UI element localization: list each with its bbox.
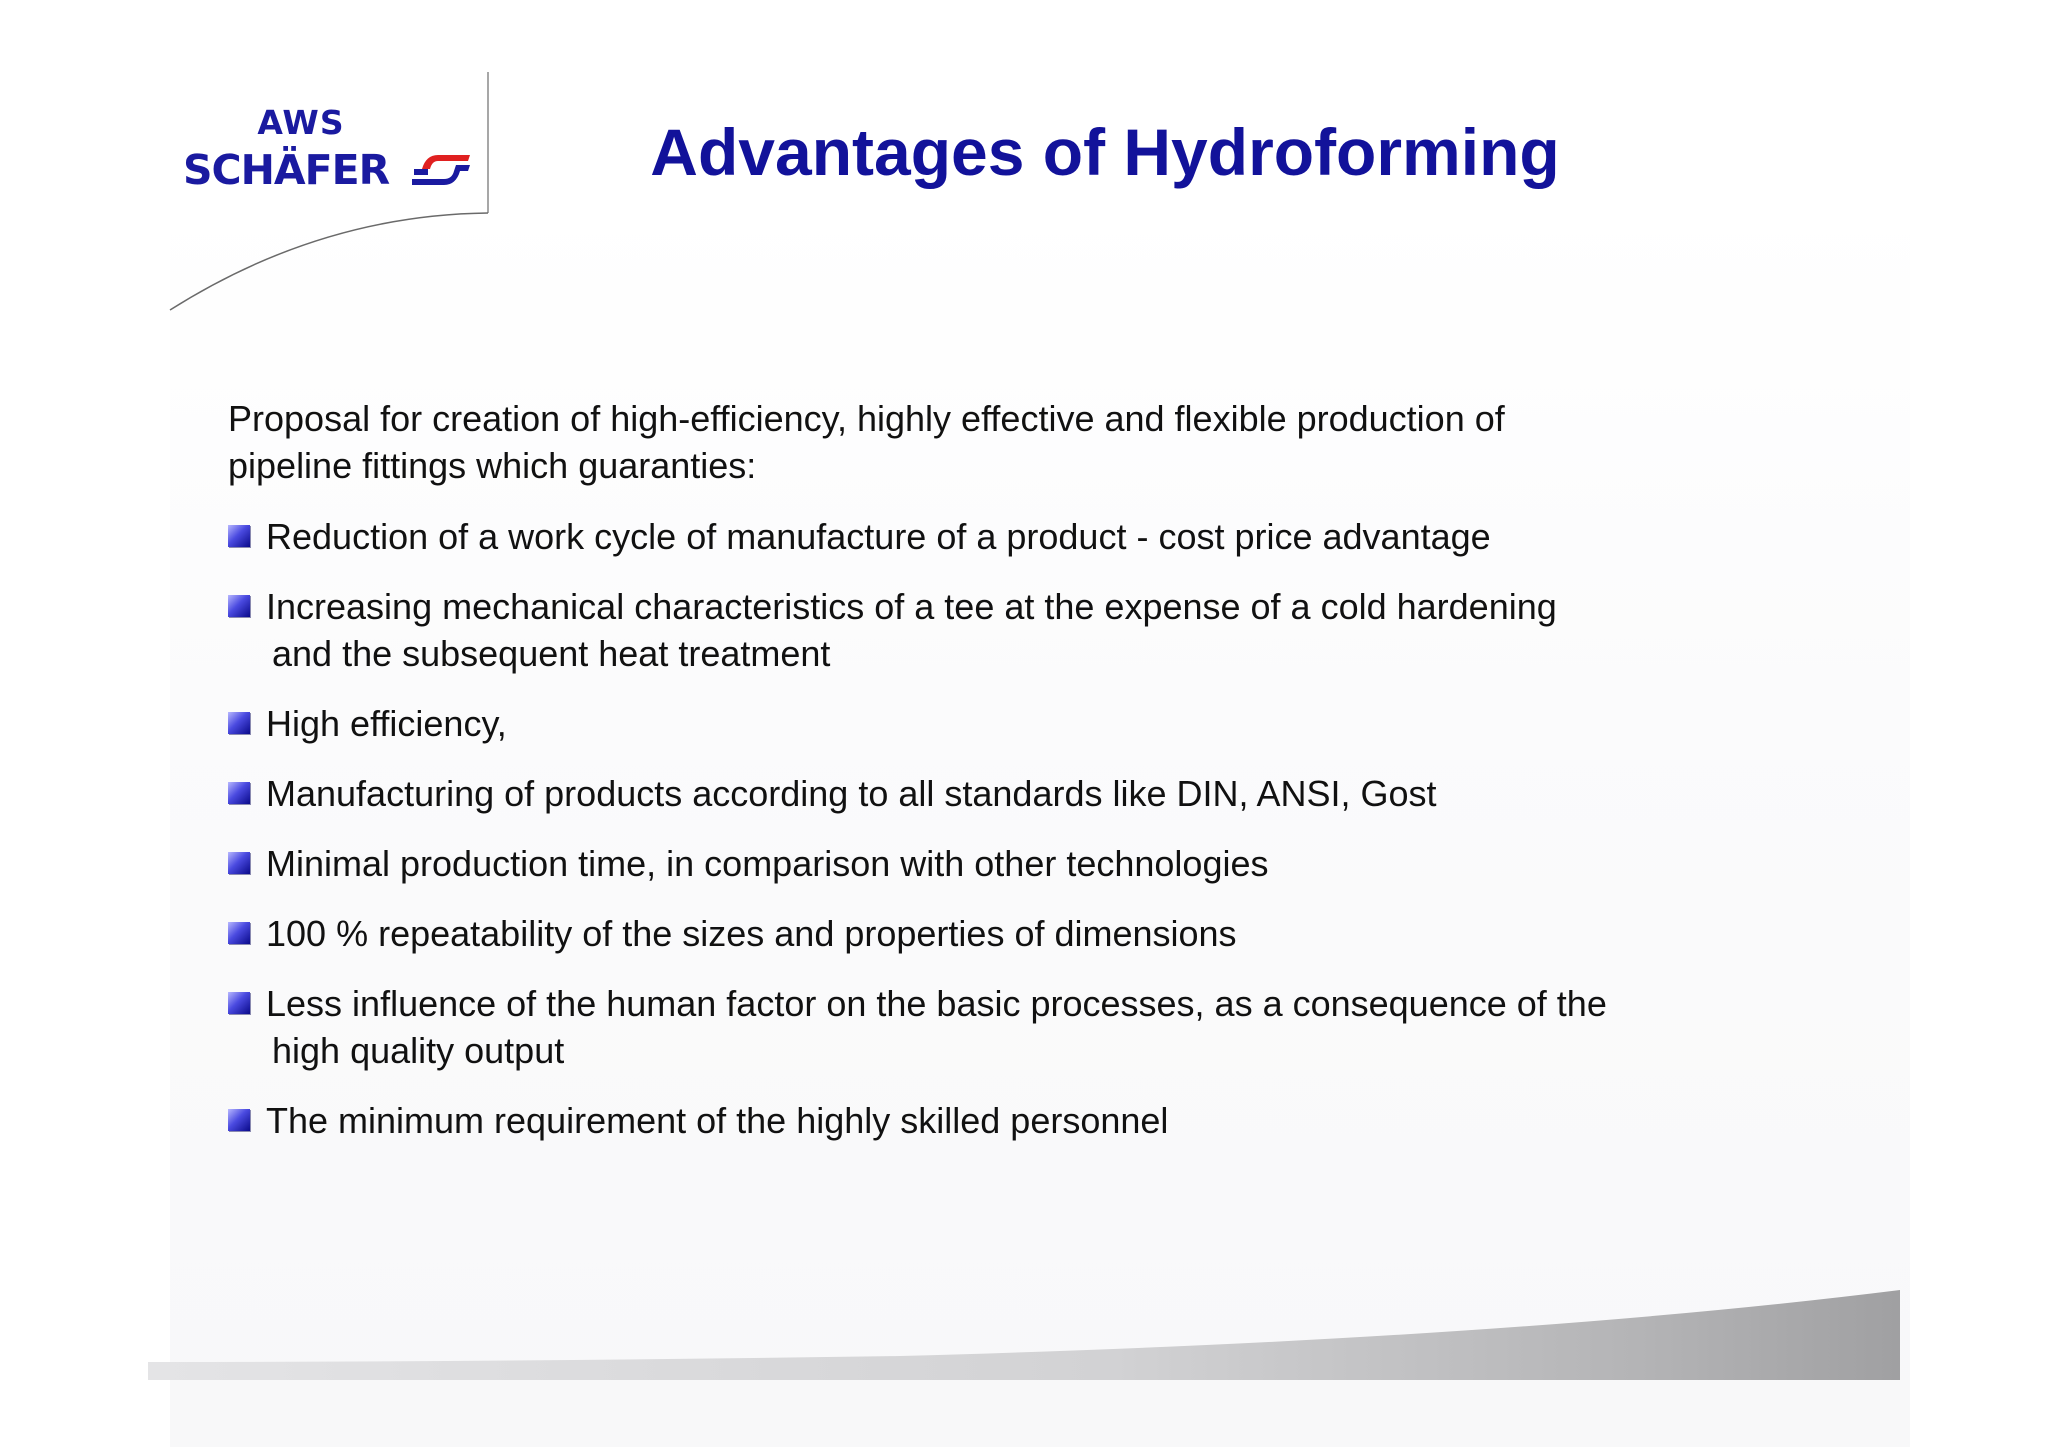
list-item bbox=[228, 513, 1788, 560]
list-item-text: 100 % repeatability of the sizes and properties of dimensions bbox=[266, 913, 1237, 954]
square-bullet-icon bbox=[228, 1109, 250, 1131]
list-item bbox=[228, 980, 1788, 1074]
list-item-text: High efficiency, bbox=[266, 703, 507, 744]
company-logo bbox=[180, 105, 500, 205]
list-item-text: The minimum requirement of the highly skilled personnel bbox=[266, 1100, 1169, 1141]
list-item bbox=[228, 770, 1788, 817]
square-bullet-icon bbox=[228, 782, 250, 804]
square-bullet-icon bbox=[228, 992, 250, 1014]
logo-text-schaefer: SCHÄFER bbox=[183, 146, 390, 194]
square-bullet-icon bbox=[228, 595, 250, 617]
aws-schaefer-mark-icon bbox=[410, 149, 472, 193]
slide-body bbox=[228, 395, 1788, 1167]
list-item bbox=[228, 840, 1788, 887]
square-bullet-icon bbox=[228, 712, 250, 734]
list-item bbox=[228, 583, 1788, 677]
logo-arc-line bbox=[170, 213, 488, 310]
list-item-text-continued: and the subsequent heat treatment bbox=[272, 633, 831, 674]
list-item-text: Increasing mechanical characteristics of a tee at the expense of a cold hardening bbox=[266, 586, 1557, 627]
list-item-text: Less influence of the human factor on the basic processes, as a consequence of the bbox=[266, 983, 1607, 1024]
list-item-text: Minimal production time, in comparison with other technologies bbox=[266, 843, 1269, 884]
logo-text-aws: AWS bbox=[257, 103, 345, 142]
list-item-text: Reduction of a work cycle of manufacture of a product - cost price advantage bbox=[266, 516, 1491, 557]
square-bullet-icon bbox=[228, 525, 250, 547]
advantages-list bbox=[228, 513, 1788, 1144]
intro-line-1: Proposal for creation of high-efficiency, highly effective and flexible production of bbox=[228, 398, 1505, 439]
bottom-swoosh bbox=[148, 1290, 1900, 1380]
list-item bbox=[228, 910, 1788, 957]
list-item-text-continued: high quality output bbox=[272, 1030, 565, 1071]
slide-title: Advantages of Hydroforming bbox=[650, 115, 1560, 189]
square-bullet-icon bbox=[228, 922, 250, 944]
intro-line-2: pipeline fittings which guaranties: bbox=[228, 445, 757, 486]
list-item-text: Manufacturing of products according to all standards like DIN, ANSI, Gost bbox=[266, 773, 1437, 814]
intro-paragraph bbox=[228, 395, 1788, 489]
square-bullet-icon bbox=[228, 852, 250, 874]
list-item bbox=[228, 1097, 1788, 1144]
list-item bbox=[228, 700, 1788, 747]
